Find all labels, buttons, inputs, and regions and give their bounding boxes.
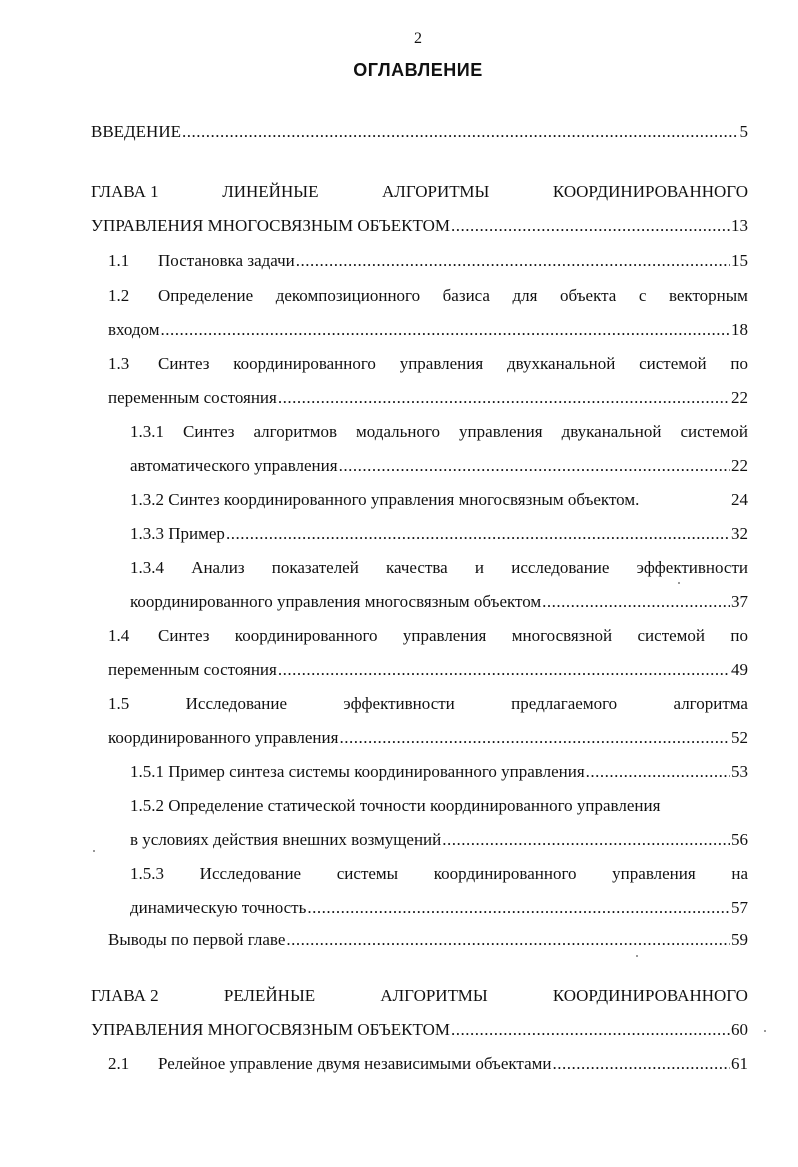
entry-word: системой (680, 422, 748, 441)
entry-word: декомпозиционного (275, 286, 421, 305)
toc-entry-1-4-line2[interactable] (108, 658, 748, 682)
toc-entry-1-4-line1[interactable] (108, 624, 748, 648)
entry-title: входом (108, 320, 160, 339)
toc-entry-1-1[interactable] (108, 249, 748, 273)
toc-entry-1-3-line1[interactable] (108, 352, 748, 376)
entry-number: 1.5 (108, 694, 130, 713)
entry-word: Синтез (158, 626, 210, 645)
entry-word: Определение (158, 286, 254, 305)
entry-title: автоматического управления (130, 456, 338, 475)
entry-page: 22 (731, 388, 748, 407)
entry-word: управления (399, 354, 484, 373)
entry-page: 53 (731, 762, 748, 781)
entry-word: двуканальной (561, 422, 662, 441)
chapter-word: ГЛАВА 2 (91, 986, 159, 1005)
entry-title: переменным состояния (108, 388, 277, 407)
entry-title: 1.3.2 Синтез координированного управления многосвязным объектом. (130, 490, 640, 509)
toc-chapter-1-line1[interactable] (91, 180, 748, 204)
entry-word: по (730, 626, 748, 645)
entry-page: 60 (731, 1020, 748, 1039)
entry-word: Синтез (183, 422, 235, 441)
entry-word: координированного (233, 354, 376, 373)
entry-number: 1.2 (108, 286, 130, 305)
toc-chapter-2-line1[interactable] (91, 984, 748, 1008)
entry-word: двухканальной (506, 354, 616, 373)
toc-entry-1-5-1[interactable] (130, 760, 748, 784)
chapter-word: ЛИНЕЙНЫЕ (222, 182, 319, 201)
chapter-word: КООРДИНИРОВАННОГО (552, 182, 748, 201)
entry-title: в условиях действия внешних возмущений (130, 830, 442, 849)
entry-title: ВВЕДЕНИЕ (91, 122, 181, 141)
entry-word: с (638, 286, 647, 305)
entry-page: 5 (739, 122, 748, 141)
entry-page: 22 (731, 456, 748, 475)
entry-page: 13 (731, 216, 748, 235)
entry-word: системой (639, 354, 707, 373)
entry-page: 49 (731, 660, 748, 679)
entry-page: 18 (731, 320, 748, 339)
toc-entry-conclusions-1[interactable] (108, 928, 748, 952)
toc-entry-2-1[interactable] (108, 1052, 748, 1076)
entry-number: 2.1 (108, 1054, 130, 1073)
page-number: 2 (414, 30, 422, 47)
toc-chapter-2-line2[interactable] (91, 1018, 748, 1042)
toc-entry-1-5-2-line2[interactable] (130, 828, 748, 852)
entry-title: динамическую точность (130, 898, 307, 917)
entry-word: 1.3.1 (130, 422, 164, 441)
entry-word: модального (356, 422, 441, 441)
toc-entry-1-3-1-line1[interactable] (130, 420, 748, 444)
entry-word: и (474, 558, 485, 577)
entry-title: 1.3.3 Пример (130, 524, 225, 543)
entry-number: 1.3 (108, 354, 130, 373)
entry-page: 59 (731, 930, 748, 949)
toc-entry-1-3-2[interactable] (130, 488, 748, 512)
chapter-word: АЛГОРИТМЫ (380, 986, 488, 1005)
entry-title: 1.5.1 Пример синтеза системы координированного управления (130, 762, 585, 781)
toc-entry-intro[interactable] (91, 120, 748, 144)
entry-title: Постановка задачи (158, 251, 295, 270)
entry-word: качества (386, 558, 448, 577)
entry-word: для (512, 286, 538, 305)
toc-chapter-1-line2[interactable] (91, 214, 748, 238)
chapter-word: ГЛАВА 1 (91, 182, 159, 201)
entry-page: 37 (731, 592, 748, 611)
chapter-word: РЕЛЕЙНЫЕ (223, 986, 316, 1005)
entry-word: Анализ (191, 558, 245, 577)
entry-word: эффективности (343, 694, 455, 713)
entry-number: 1.4 (108, 626, 130, 645)
entry-title: переменным состояния (108, 660, 277, 679)
toc-entry-1-3-4-line2[interactable] (130, 590, 748, 614)
entry-word: объекта (560, 286, 617, 305)
entry-word: эффективности (636, 558, 748, 577)
entry-number: 1.1 (108, 251, 130, 270)
entry-word: многосвязной (511, 626, 613, 645)
entry-word: управления (459, 422, 543, 441)
entry-word: системой (637, 626, 706, 645)
entry-title: УПРАВЛЕНИЯ МНОГОСВЯЗНЫМ ОБЪЕКТОМ (91, 1020, 451, 1039)
entry-word: системы (336, 864, 399, 883)
chapter-word: КООРДИНИРОВАННОГО (552, 986, 748, 1005)
entry-title: координированного управления многосвязным объектом (130, 592, 542, 611)
entry-page: 61 (731, 1054, 748, 1073)
entry-page: 24 (731, 490, 748, 509)
entry-word: показателей (271, 558, 359, 577)
entry-title: Релейное управление двумя независимыми объектами (158, 1054, 552, 1073)
toc-entry-1-5-3-line1[interactable] (130, 862, 748, 886)
toc-entry-1-5-line1[interactable] (108, 692, 748, 716)
toc-entry-1-3-4-line1[interactable] (130, 556, 748, 580)
entry-word: управления (612, 864, 696, 883)
scan-speck (764, 1030, 766, 1032)
entry-word: алгоритма (673, 694, 748, 713)
entry-title: координированного управления (108, 728, 339, 747)
toc-entry-1-2-line2[interactable] (108, 318, 748, 342)
entry-word: предлагаемого (511, 694, 618, 713)
entry-word: базиса (442, 286, 490, 305)
scan-speck (636, 955, 638, 957)
entry-number: 1.5.3 (130, 864, 164, 883)
entry-page: 57 (731, 898, 748, 917)
entry-word: управления (402, 626, 487, 645)
scan-speck (93, 850, 95, 852)
entry-word: алгоритмов (253, 422, 338, 441)
entry-title: УПРАВЛЕНИЯ МНОГОСВЯЗНЫМ ОБЪЕКТОМ (91, 216, 451, 235)
entry-word: 1.3.4 (130, 558, 164, 577)
toc-entry-1-2-line1[interactable] (108, 284, 748, 308)
toc-entry-1-3-1-line2[interactable] (130, 454, 748, 478)
entry-page: 56 (731, 830, 748, 849)
entry-word: Исследование (185, 694, 288, 713)
toc-entry-1-5-line2[interactable] (108, 726, 748, 750)
entry-word: координированного (234, 626, 378, 645)
page-title: ОГЛАВЛЕНИЕ (353, 60, 483, 80)
entry-page: 32 (731, 524, 748, 543)
toc-entry-1-3-line2[interactable] (108, 386, 748, 410)
toc-entry-1-3-3[interactable] (130, 522, 748, 546)
entry-word: исследование (511, 558, 610, 577)
entry-word: координированного (433, 864, 577, 883)
toc-entry-1-5-3-line2[interactable] (130, 896, 748, 920)
chapter-word: АЛГОРИТМЫ (382, 182, 490, 201)
toc-entry-1-5-2-line1[interactable] (130, 794, 748, 818)
entry-word: векторным (668, 286, 748, 305)
entry-title: 1.5.2 Определение статической точности координированного управления (130, 796, 661, 815)
entry-page: 52 (731, 728, 748, 747)
entry-word: на (731, 864, 748, 883)
entry-word: Исследование (199, 864, 302, 883)
entry-page: 15 (731, 251, 748, 270)
entry-title: Выводы по первой главе (108, 930, 286, 949)
entry-word: Синтез (158, 354, 210, 373)
scan-speck (678, 582, 680, 584)
entry-word: по (730, 354, 748, 373)
